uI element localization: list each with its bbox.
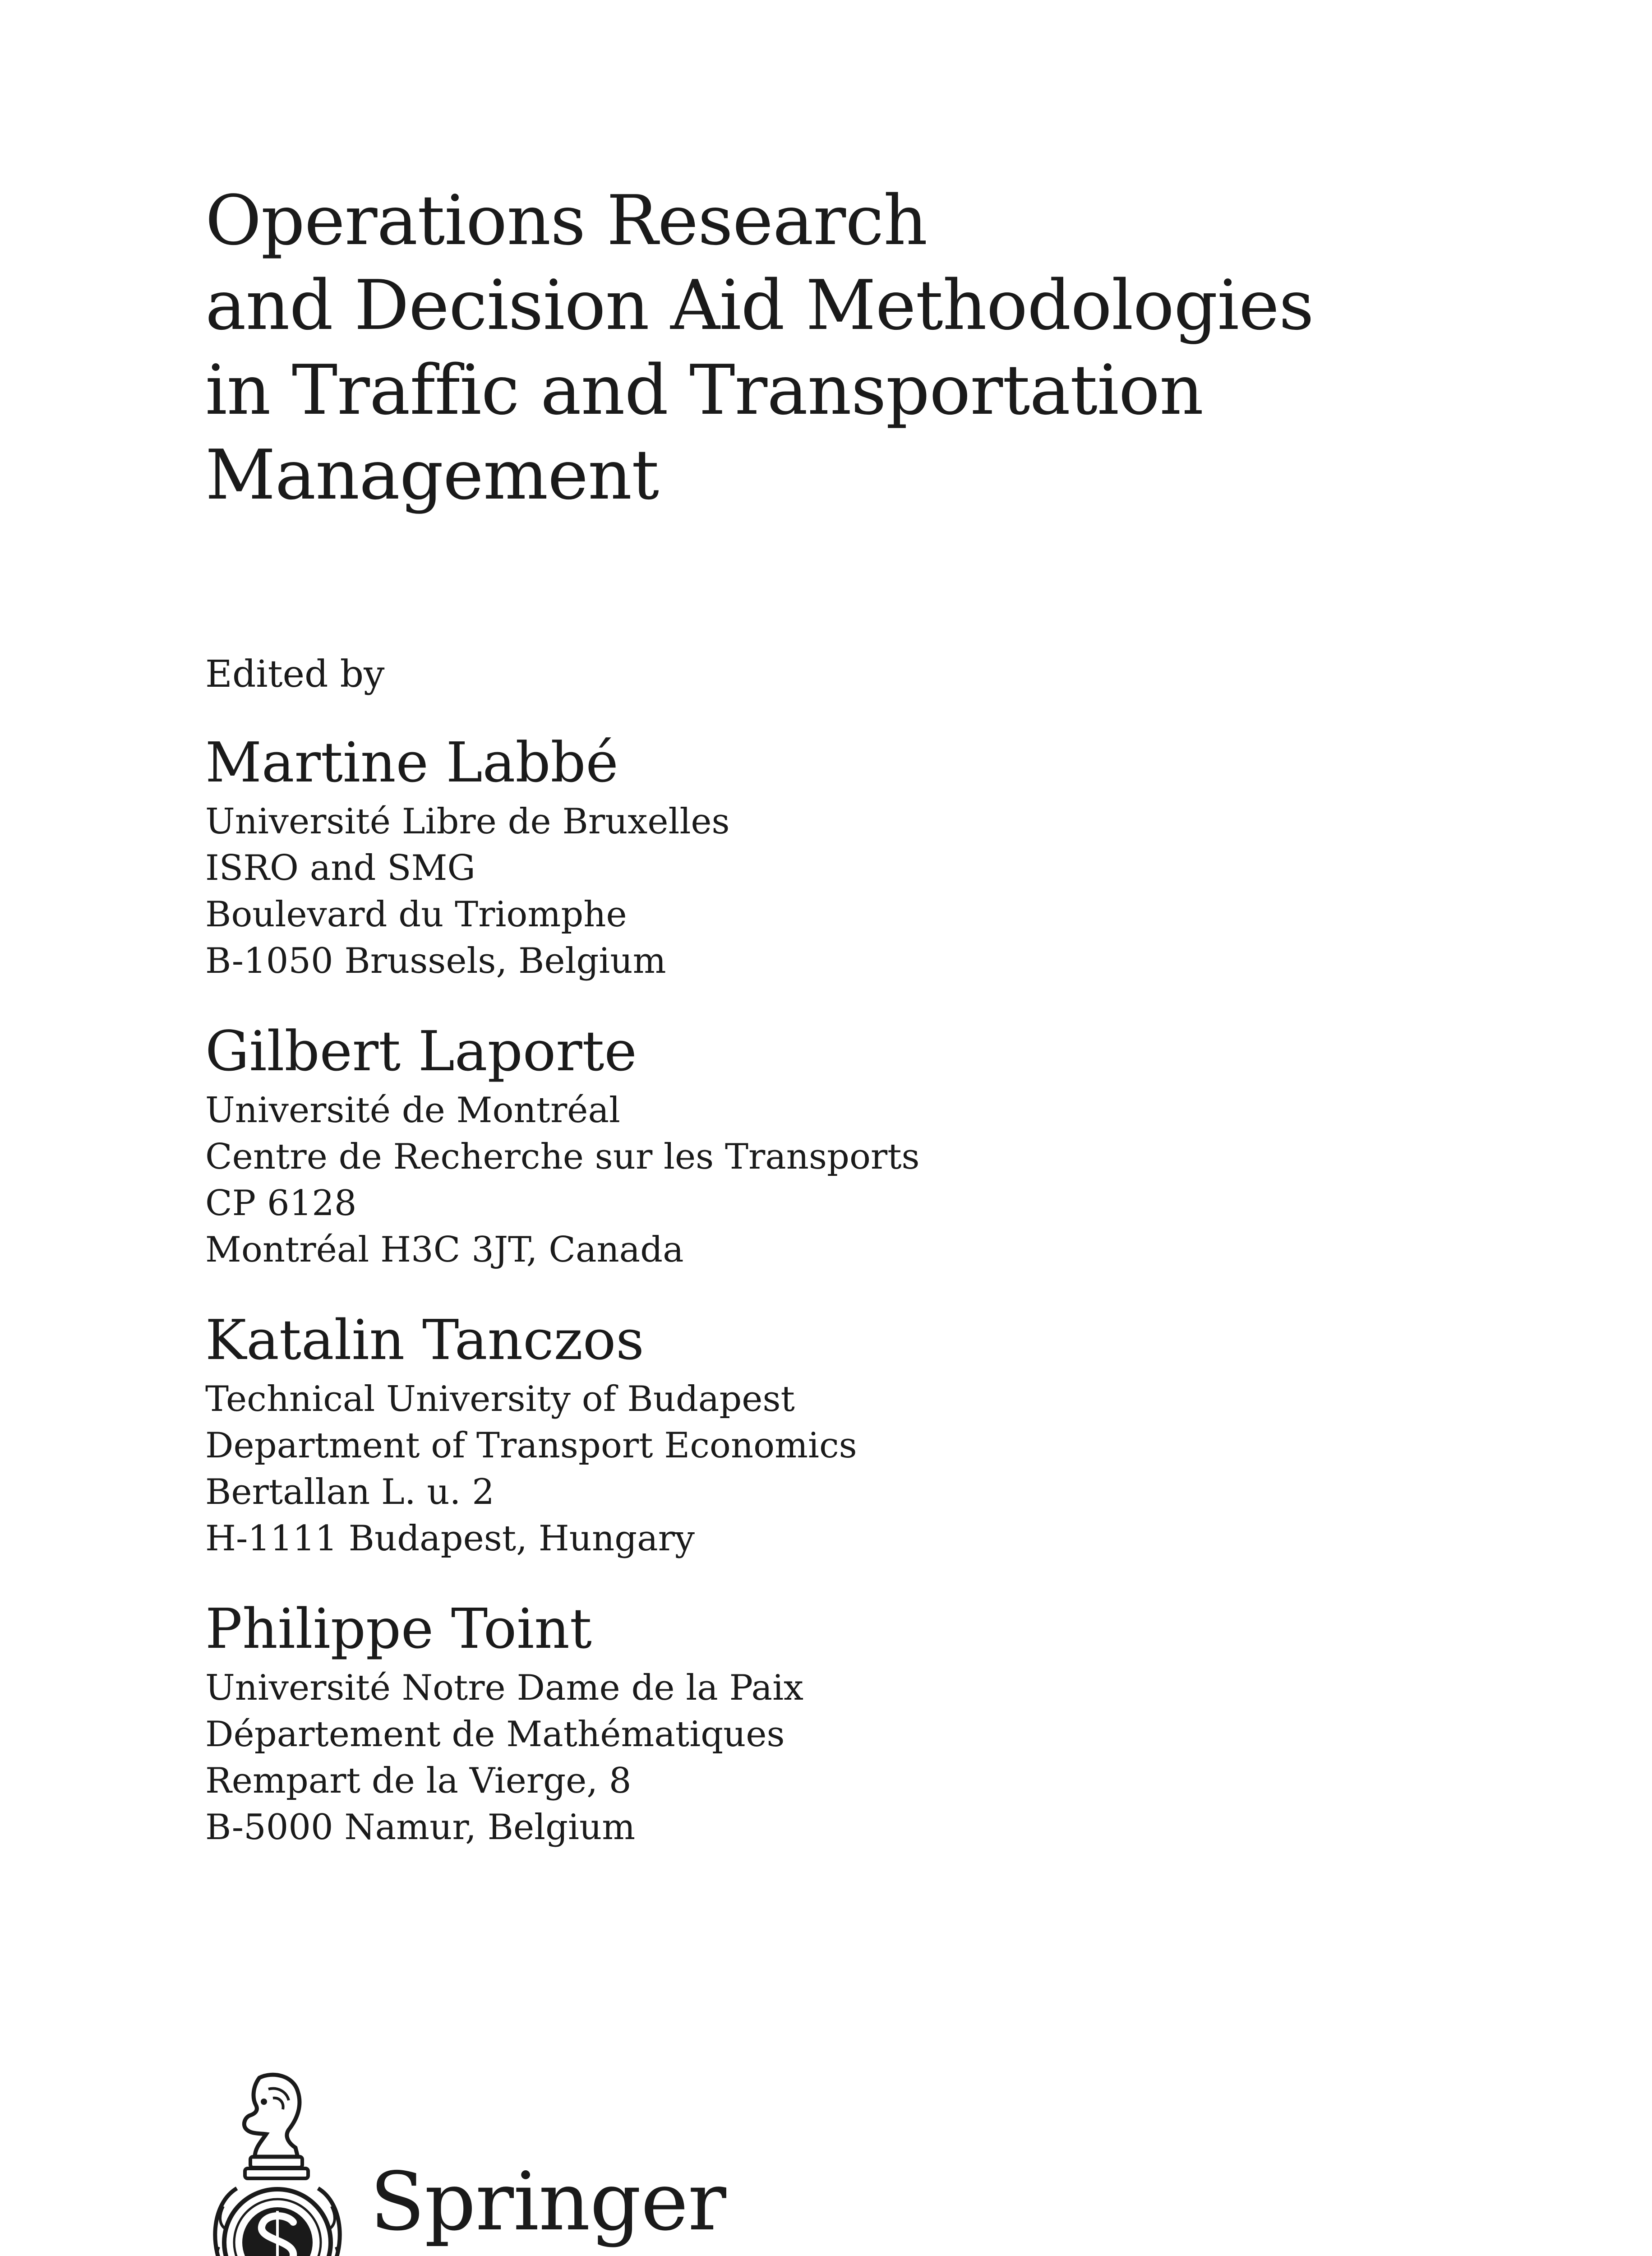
title-line-4: Management <box>205 435 659 515</box>
editor-address-line: B-1050 Brussels, Belgium <box>205 941 666 981</box>
editor-address-line: Boulevard du Triomphe <box>205 894 627 935</box>
editors-list <box>205 731 1559 1851</box>
springer-knight-seal-icon <box>205 2066 350 2256</box>
editor-address-line: Rempart de la Vierge, 8 <box>205 1761 632 1801</box>
editor-address-line: H-1111 Budapest, Hungary <box>205 1518 695 1559</box>
editor-address-line: Université de Montréal <box>205 1090 620 1131</box>
book-title <box>205 178 1559 518</box>
editor-name: Gilbert Laporte <box>205 1019 637 1083</box>
title-line-1: Operations Research <box>205 180 928 260</box>
editor-name: Philippe Toint <box>205 1597 592 1661</box>
editor-address-line: Bertallan L. u. 2 <box>205 1472 494 1512</box>
editor-address-line: ISRO and SMG <box>205 848 475 888</box>
editor-address-line: Département de Mathématiques <box>205 1714 785 1755</box>
editor-address-line: Department of Transport Economics <box>205 1425 857 1466</box>
editor-address-line: B-5000 Namur, Belgium <box>205 1807 636 1848</box>
editor-block <box>205 731 1559 985</box>
publisher-name: Springer <box>370 2155 726 2248</box>
editor-address-line: Université Notre Dame de la Paix <box>205 1668 803 1708</box>
editor-address-line: Montréal H3C 3JT, Canada <box>205 1230 684 1270</box>
title-line-2: and Decision Aid Methodologies <box>205 265 1314 345</box>
editor-address-line: Technical University of Budapest <box>205 1379 795 1419</box>
editor-name: Katalin Tanczos <box>205 1308 644 1372</box>
editor-name: Martine Labbé <box>205 730 618 795</box>
editor-address-line: CP 6128 <box>205 1183 357 1224</box>
editor-block <box>205 1597 1559 1851</box>
editor-address-line: Université Libre de Bruxelles <box>205 801 730 842</box>
publisher-imprint <box>205 2066 747 2256</box>
title-line-3: in Traffic and Transportation <box>205 350 1204 430</box>
editor-block <box>205 1020 1559 1273</box>
editor-address-line: Centre de Recherche sur les Transports <box>205 1137 920 1177</box>
edited-by-label: Edited by <box>205 653 385 696</box>
editor-block <box>205 1308 1559 1562</box>
